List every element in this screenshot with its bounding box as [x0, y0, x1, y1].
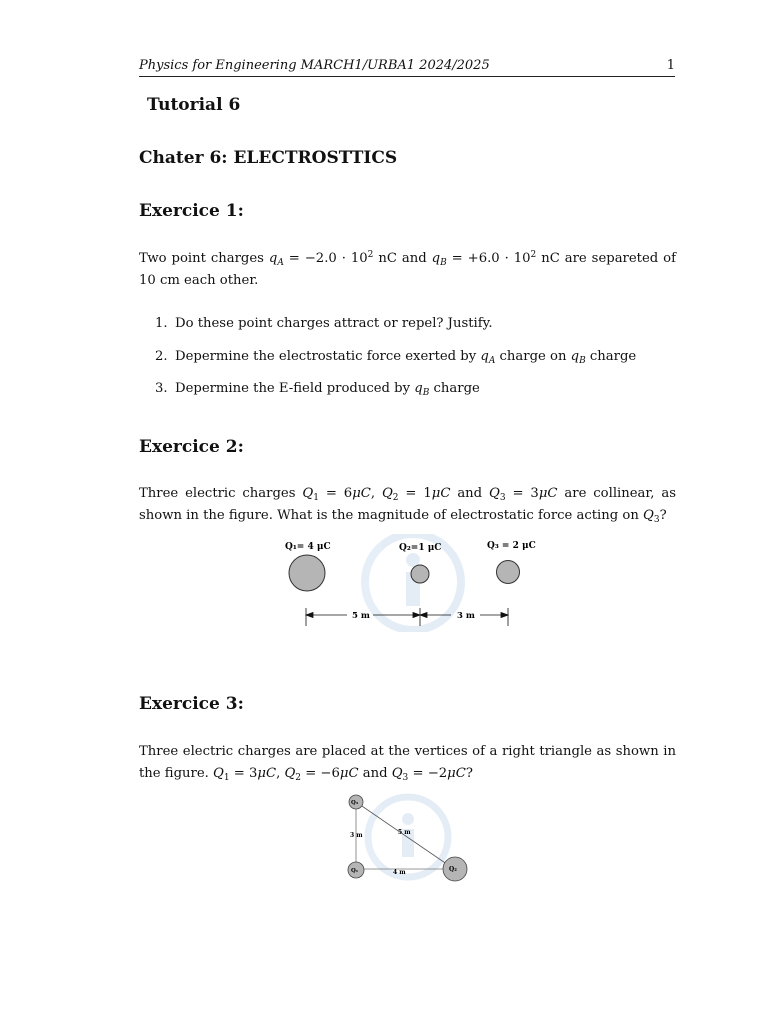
question-item: 1. Do these point charges attract or repel? Justify. — [155, 316, 493, 331]
q3-label: Q₃ — [351, 800, 359, 806]
hypotenuse-label: 5 m — [398, 829, 411, 836]
q3-label: Q₃ = 2 μC — [487, 541, 536, 551]
page-header — [139, 58, 675, 77]
q2-label: Q₂=1 μC — [399, 543, 442, 553]
distance-markers — [306, 608, 508, 626]
page-number: 1 — [666, 58, 675, 73]
exercise3-title: Exercice 3: — [139, 694, 244, 714]
triangle-charges-figure — [340, 791, 475, 883]
question-item: 2. Depermine the electrostatic force exerted by $q_A$ charge on $q_B$ charge — [155, 348, 637, 366]
exercise2-title: Exercice 2: — [139, 437, 244, 457]
charge-q2 — [411, 565, 429, 583]
exercise1-title: Exercice 1: — [139, 201, 244, 221]
charge-q1 — [289, 555, 325, 591]
q1-label: Q₁= 4 μC — [285, 542, 331, 552]
side-vertical-label: 3 m — [350, 832, 363, 839]
collinear-charges-figure — [275, 534, 540, 632]
tutorial-title: Tutorial 6 — [147, 95, 241, 115]
exercise1-statement: Two point charges $q_A = -2.0 \cdot 10^2$ nC and $q_B = +6.0 \cdot 10^2$ nC are separeted of 10 cm each other. — [139, 250, 676, 288]
distance-label-3m: 3 m — [457, 611, 475, 621]
distance-label-5m: 5 m — [352, 611, 370, 621]
q1-label: Q₁ — [351, 868, 359, 874]
watermark-logo — [368, 797, 448, 877]
question-item: 3. Depermine the E-field produced by $q_B$ charge — [155, 381, 480, 398]
q2-label: Q₂ — [449, 866, 457, 873]
running-title: Physics for Engineering MARCH1/URBA1 2024/2025 — [139, 58, 490, 73]
exercise1-questions — [155, 316, 675, 414]
exercise2-statement: Three electric charges $Q_1 = 6\mu C$, $Q_2 = 1\mu C$ and $Q_3 = 3\mu C$ are collinear, as shown in the figure. What is the magnitude of electrostatic force acting on $Q_3$? — [139, 486, 676, 525]
side-horizontal-label: 4 m — [393, 869, 406, 876]
exercise3-statement: Three electric charges are placed at the vertices of a right triangle as shown in the figure. $Q_1 = 3\mu C$, $Q_2 = -6\mu C$ and $Q_3 = -2\mu C$? — [139, 744, 676, 783]
charge-q3 — [497, 561, 520, 584]
chapter-title: Chater 6: ELECTROSTTICS — [139, 148, 398, 168]
